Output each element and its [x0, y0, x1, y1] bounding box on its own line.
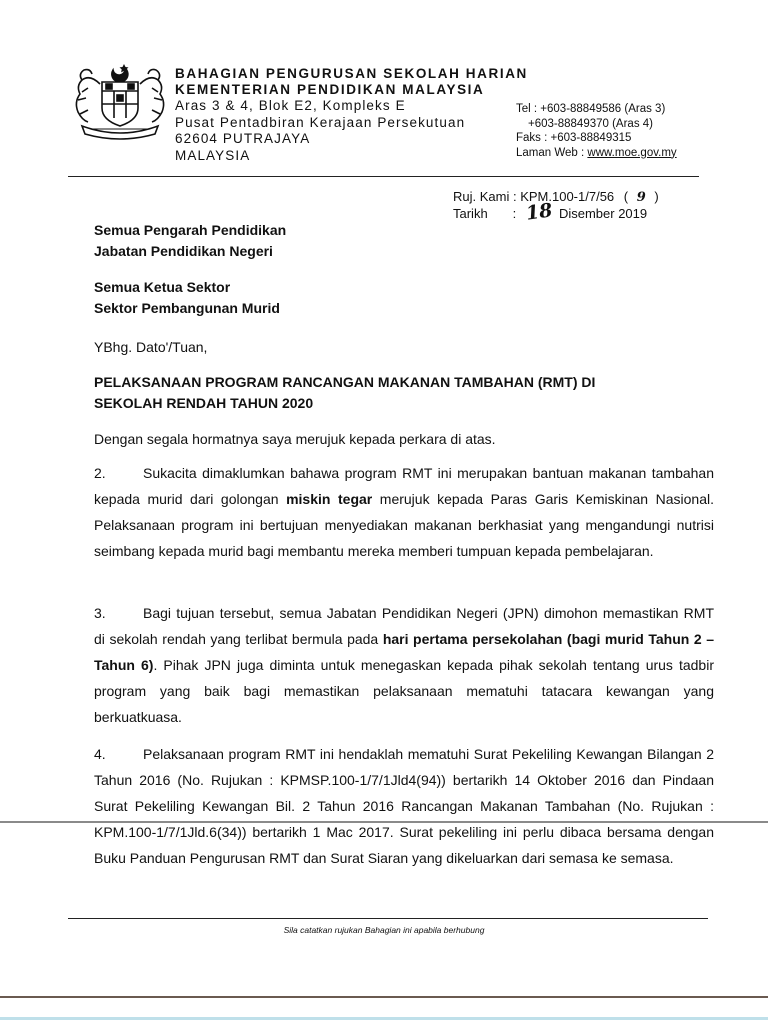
org-address: [175, 98, 465, 164]
date-colon: :: [512, 206, 517, 221]
subject-line: SEKOLAH RENDAH TAHUN 2020: [94, 395, 314, 411]
reference-paren-open: (: [623, 189, 629, 204]
org-ministry: KEMENTERIAN PENDIDIKAN MALAYSIA: [175, 82, 485, 97]
paragraph-number: 3.: [94, 605, 106, 621]
addressee-line: Semua Ketua Sektor: [94, 279, 231, 295]
reference-label: Ruj. Kami: [453, 189, 510, 204]
address-line: Pusat Pentadbiran Kerajaan Persekutuan: [175, 114, 466, 130]
paragraph-emphasis: hari pertama persekolahan (bagi murid Tahun 2 – Tahun 6): [94, 631, 715, 673]
footer-divider: [68, 918, 708, 919]
web-label: Laman Web :: [516, 146, 585, 159]
tel-line: Tel : +603-88849586 (Aras 3): [516, 103, 666, 115]
subject: [94, 372, 714, 414]
fax-line: Faks : +603-88849315: [516, 132, 632, 144]
reference-paren-close: ): [654, 189, 659, 204]
paragraph-number: 4.: [94, 746, 106, 762]
reference-value: : KPM.100-1/7/56: [512, 189, 615, 204]
addressee-block-2: [94, 277, 714, 319]
opening-line: Dengan segala hormatnya saya merujuk kepada perkara di atas.: [94, 431, 496, 447]
addressee-line: Sektor Pembangunan Murid: [94, 300, 280, 316]
org-division: BAHAGIAN PENGURUSAN SEKOLAH HARIAN: [175, 66, 528, 81]
scan-fold-line: [0, 821, 768, 823]
paragraph-4: [94, 741, 714, 871]
paragraph-2: [94, 460, 714, 564]
paragraph-3: [94, 600, 714, 730]
reference-number: 9: [636, 190, 646, 205]
reference-line: [453, 189, 659, 206]
footer-note: Sila catatkan rujukan Bahagian ini apabila berhubung: [283, 925, 485, 935]
addressee-line: Jabatan Pendidikan Negeri: [94, 243, 273, 259]
page-edge-accent: [0, 1017, 768, 1020]
paragraph-text: Bagi tujuan tersebut, semua Jabatan Pendidikan Negeri (JPN) dimohon memastikan RMT di sekolah rendah yang terlibat bermula pada: [94, 605, 714, 647]
address-line: MALAYSIA: [175, 147, 251, 163]
web-line: [516, 146, 677, 161]
contact-block: [516, 102, 677, 160]
addressee-line: Semua Pengarah Pendidikan: [94, 222, 287, 238]
website-link[interactable]: www.moe.gov.my: [587, 146, 677, 159]
paragraph-text: . Pihak JPN juga diminta untuk menegaskan kepada pihak sekolah tentang urus tadbir program yang baik bagi memastikan pelaksanaan mematuhi tatacara kewangan yang berkuatkuasa.: [94, 657, 714, 725]
salutation: YBhg. Dato'/Tuan,: [94, 339, 208, 355]
paragraph-number: 2.: [94, 465, 106, 481]
paragraph-emphasis: miskin tegar: [286, 491, 373, 507]
paragraph-text: Pelaksanaan program RMT ini hendaklah mematuhi Surat Pekeliling Kewangan Bilangan 2 Tahun 2016 (No. Rujukan : KPMSP.100-1/7/1Jld4(94)) bertarikh 14 Oktober 2016 dan Pindaan Surat Pekeliling Kewangan Bil. 2 Tahun 2016 Rancangan Makanan Tambahan (No. Rujukan : KPM.100-1/7/1Jld.6(34)) bertarikh 1 Mac 2017. Surat pekeliling ini perlu dibaca bersama dengan Buku Panduan Pengurusan RMT dan Surat Siaran yang dikeluarkan dari semasa ke semasa.: [94, 746, 714, 866]
paragraph-text: Sukacita dimaklumkan bahawa program RMT ini merupakan bantuan makanan tambahan kepada murid dari golongan: [94, 465, 714, 507]
tel-line-2: +603-88849370 (Aras 4): [528, 117, 653, 130]
address-line: 62604 PUTRAJAYA: [175, 131, 311, 146]
date-label: Tarikh: [453, 206, 488, 221]
paragraph-text: merujuk kepada Paras Garis Kemiskinan Nasional. Pelaksanaan program ini bertujuan menyediakan makanan berkhasiat yang mengandungi nutrisi seimbang kepada murid bagi membantu mereka memberi tumpuan kepada pembelajaran.: [94, 491, 714, 559]
date-month-year: Disember 2019: [558, 206, 648, 221]
header-divider: [68, 176, 699, 177]
coat-of-arms-icon: [68, 58, 172, 140]
address-line: Aras 3 & 4, Blok E2, Kompleks E: [175, 98, 406, 113]
date-day-handwritten: 18: [524, 199, 554, 225]
organization-name: [175, 66, 528, 98]
addressee-block-1: [94, 220, 714, 262]
reference-block: [453, 189, 659, 225]
subject-line: PELAKSANAAN PROGRAM RANCANGAN MAKANAN TAMBAHAN (RMT) DI: [94, 374, 596, 390]
page-edge: [0, 996, 768, 998]
